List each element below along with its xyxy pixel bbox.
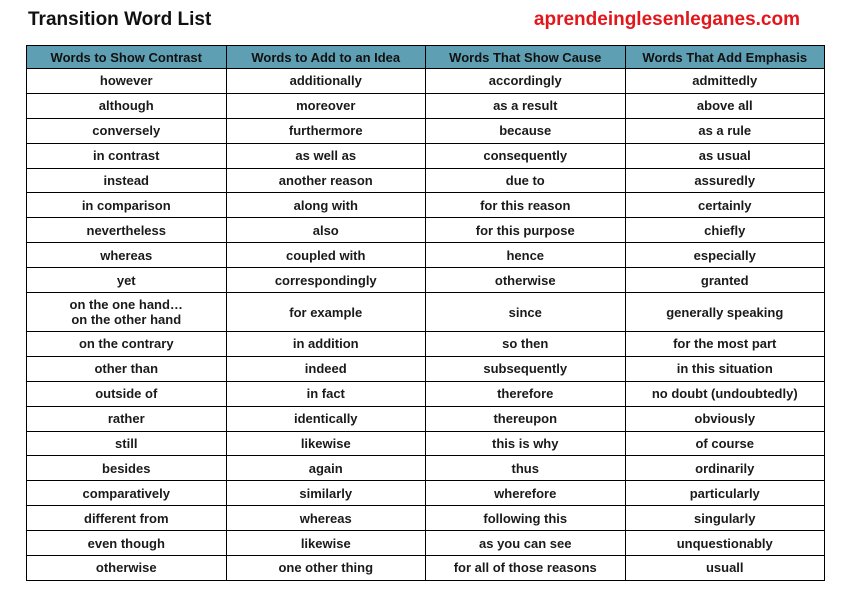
table-cell: as well as — [226, 143, 426, 168]
table-cell: indeed — [226, 356, 426, 381]
table-cell: subsequently — [426, 356, 626, 381]
table-cell: coupled with — [226, 243, 426, 268]
table-cell: otherwise — [426, 268, 626, 293]
table-cell: whereas — [226, 506, 426, 531]
table-cell: assuredly — [625, 168, 825, 193]
column-header-add-idea: Words to Add to an Idea — [226, 46, 426, 69]
table-row — [27, 69, 825, 94]
table-cell: one other thing — [226, 556, 426, 581]
transition-word-table — [26, 45, 825, 581]
table-row — [27, 168, 825, 193]
table-header-row — [27, 46, 825, 69]
table-row — [27, 406, 825, 431]
table-cell: other than — [27, 356, 227, 381]
table-body — [27, 69, 825, 581]
table-cell: wherefore — [426, 481, 626, 506]
table-cell: of course — [625, 431, 825, 456]
table-cell: usuall — [625, 556, 825, 581]
table-cell: likewise — [226, 531, 426, 556]
table-cell: as you can see — [426, 531, 626, 556]
table-row — [27, 268, 825, 293]
table-cell: along with — [226, 193, 426, 218]
table-cell: also — [226, 218, 426, 243]
table-row — [27, 481, 825, 506]
table-cell: even though — [27, 531, 227, 556]
table-cell: however — [27, 69, 227, 94]
table-row — [27, 118, 825, 143]
table-cell: obviously — [625, 406, 825, 431]
table-cell: comparatively — [27, 481, 227, 506]
table-row — [27, 332, 825, 357]
table-cell: in contrast — [27, 143, 227, 168]
table-row — [27, 381, 825, 406]
table-cell: because — [426, 118, 626, 143]
table-cell: although — [27, 93, 227, 118]
table-row — [27, 506, 825, 531]
table-cell: thus — [426, 456, 626, 481]
table-cell: granted — [625, 268, 825, 293]
table-cell: likewise — [226, 431, 426, 456]
table-cell: another reason — [226, 168, 426, 193]
site-link[interactable]: aprendeinglesenleganes.com — [533, 9, 800, 30]
table-cell: in this situation — [625, 356, 825, 381]
table-cell: above all — [625, 93, 825, 118]
table-cell: moreover — [226, 93, 426, 118]
table-cell: no doubt (undoubtedly) — [625, 381, 825, 406]
table-cell: thereupon — [426, 406, 626, 431]
table-cell: nevertheless — [27, 218, 227, 243]
column-header-contrast: Words to Show Contrast — [27, 46, 227, 69]
table-row — [27, 218, 825, 243]
table-cell: otherwise — [27, 556, 227, 581]
table-cell: on the contrary — [27, 332, 227, 357]
table-row — [27, 356, 825, 381]
table-cell: again — [226, 456, 426, 481]
table-cell: ordinarily — [625, 456, 825, 481]
table-cell: additionally — [226, 69, 426, 94]
table-row — [27, 531, 825, 556]
column-header-emphasis: Words That Add Emphasis — [625, 46, 825, 69]
table-row — [27, 193, 825, 218]
table-row — [27, 243, 825, 268]
table-cell: this is why — [426, 431, 626, 456]
column-header-cause: Words That Show Cause — [426, 46, 626, 69]
table-cell: different from — [27, 506, 227, 531]
table-cell: singularly — [625, 506, 825, 531]
table-row — [27, 293, 825, 332]
table-cell: instead — [27, 168, 227, 193]
table-cell: on the one hand… on the other hand — [27, 293, 227, 332]
table-cell: certainly — [625, 193, 825, 218]
table-cell: still — [27, 431, 227, 456]
table-cell: yet — [27, 268, 227, 293]
table-cell: following this — [426, 506, 626, 531]
page-title: Transition Word List — [28, 9, 212, 30]
table-cell: for example — [226, 293, 426, 332]
table-cell: chiefly — [625, 218, 825, 243]
table-cell: for this purpose — [426, 218, 626, 243]
table-row — [27, 556, 825, 581]
table-cell: in comparison — [27, 193, 227, 218]
table-cell: for all of those reasons — [426, 556, 626, 581]
table-cell: as a rule — [625, 118, 825, 143]
table-cell: besides — [27, 456, 227, 481]
table-cell: so then — [426, 332, 626, 357]
table-cell: as a result — [426, 93, 626, 118]
table-cell: for this reason — [426, 193, 626, 218]
table-cell: conversely — [27, 118, 227, 143]
table-cell: due to — [426, 168, 626, 193]
table-cell: unquestionably — [625, 531, 825, 556]
table-cell: generally speaking — [625, 293, 825, 332]
table-cell: for the most part — [625, 332, 825, 357]
table-cell: furthermore — [226, 118, 426, 143]
table-row — [27, 143, 825, 168]
table-cell: accordingly — [426, 69, 626, 94]
table-cell: rather — [27, 406, 227, 431]
table-cell: similarly — [226, 481, 426, 506]
table-cell: whereas — [27, 243, 227, 268]
table-cell: particularly — [625, 481, 825, 506]
table-cell: outside of — [27, 381, 227, 406]
table-row — [27, 431, 825, 456]
table-cell: consequently — [426, 143, 626, 168]
table-cell: in fact — [226, 381, 426, 406]
table-cell: identically — [226, 406, 426, 431]
table-cell: as usual — [625, 143, 825, 168]
table-cell: especially — [625, 243, 825, 268]
table-cell: correspondingly — [226, 268, 426, 293]
table-cell: hence — [426, 243, 626, 268]
table-cell: since — [426, 293, 626, 332]
table-cell: in addition — [226, 332, 426, 357]
table-cell: therefore — [426, 381, 626, 406]
table-row — [27, 93, 825, 118]
table-row — [27, 456, 825, 481]
table-cell: admittedly — [625, 69, 825, 94]
